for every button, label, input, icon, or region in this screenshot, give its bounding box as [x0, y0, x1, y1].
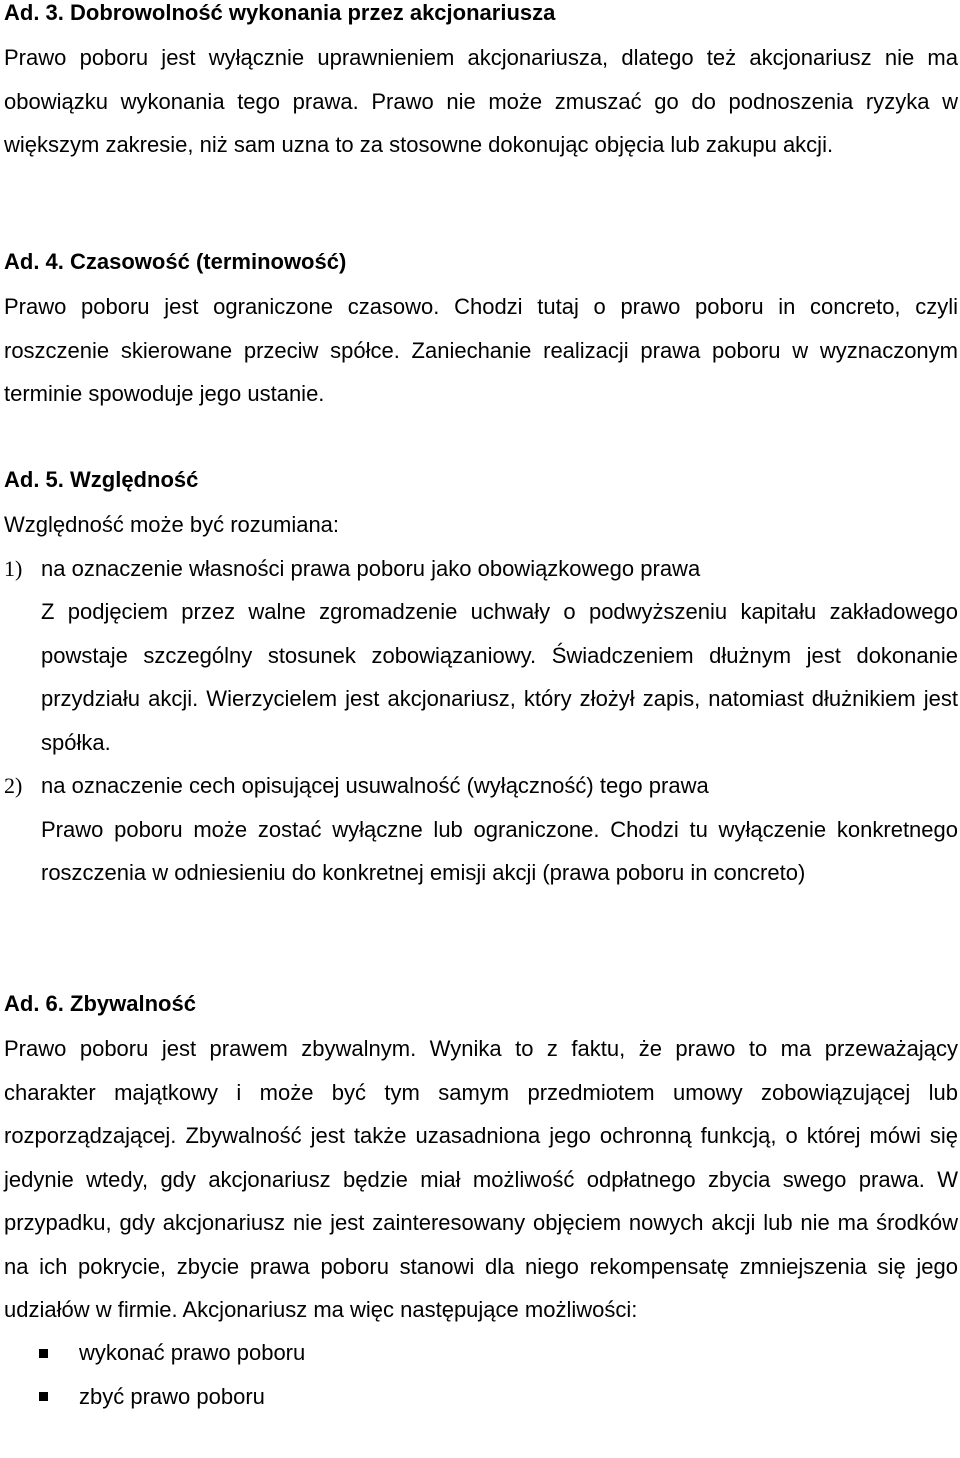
section-5 [4, 467, 958, 895]
section-5-heading: Ad. 5. Względność [4, 467, 199, 492]
section-3 [4, 0, 958, 167]
section-5-intro: Względność może być rozumiana: [4, 512, 340, 537]
item-number: 2) [4, 773, 23, 798]
item-number: 1) [4, 555, 23, 581]
bullet-text: wykonać prawo poboru [79, 1340, 306, 1366]
section-4 [4, 249, 958, 416]
item-title: na oznaczenie własności prawa poboru jako obowiązkowego prawa [41, 555, 701, 581]
item-2-body: Prawo poboru może zostać wyłączne lub ograniczone. Chodzi tu wyłączenie konkretnego roszczenia w odniesieniu do konkretnej emisji akcji (prawa poboru in concreto) [41, 816, 958, 885]
section-6-paragraph: Prawo poboru jest prawem zbywalnym. Wynika to z faktu, że prawo to ma przeważający charakter majątkowy i może być tym samym przedmiotem umowy zobowiązującej lub rozporządzającej. Zbywalność jest także uzasadniona jego ochronną funkcją, o której mówi się jedynie wtedy, gdy akcjonariusz będzie miał możliwość odpłatnego zbycia swego prawa. W przypadku, gdy akcjonariusz nie jest zainteresowany objęciem nowych akcji lub nie ma środków na ich pokrycie, zbycie prawa poboru stanowi dla niego rekompensatę zmniejszenia się jego udziałów w firmie. Akcjonariusz ma więc następujące możliwości: [4, 1036, 958, 1322]
section-6 [4, 991, 958, 1419]
item-title: na oznaczenie cech opisującej usuwalność (wyłączność) tego prawa [41, 773, 709, 798]
section-3-heading: Ad. 3. Dobrowolność wykonania przez akcjonariusza [4, 0, 556, 25]
section-3-paragraph: Prawo poboru jest wyłącznie uprawnieniem akcjonariusza, dlatego też akcjonariusz nie ma obowiązku wykonania tego prawa. Prawo nie może zmuszać go do podnoszenia ryzyka w większym zakresie, niż sam uzna to za stosowne dokonując objęcia lub zakupu akcji. [4, 45, 958, 157]
section-4-heading: Ad. 4. Czasowość (terminowość) [4, 249, 347, 274]
item-1-body: Z podjęciem przez walne zgromadzenie uchwały o podwyższeniu kapitału zakładowego powstaje szczególny stosunek zobowiązaniowy. Świadczeniem dłużnym jest dokonanie przydziału akcji. Wierzycielem jest akcjonariusz, który złożył zapis, natomiast dłużnikiem jest spółka. [41, 599, 958, 755]
square-bullet-icon [39, 1392, 48, 1401]
bullet-item-1 [4, 1332, 958, 1376]
numbered-item-1 [4, 547, 958, 591]
numbered-item-2 [4, 764, 958, 808]
bullet-text: zbyć prawo poboru [79, 1383, 265, 1409]
section-4-paragraph: Prawo poboru jest ograniczone czasowo. Chodzi tutaj o prawo poboru in concreto, czyli roszczenie skierowane przeciw spółce. Zaniechanie realizacji prawa poboru w wyznaczonym terminie spowoduje jego ustanie. [4, 294, 958, 406]
section-6-heading: Ad. 6. Zbywalność [4, 991, 196, 1016]
bullet-item-2 [4, 1375, 958, 1419]
square-bullet-icon [39, 1349, 48, 1358]
